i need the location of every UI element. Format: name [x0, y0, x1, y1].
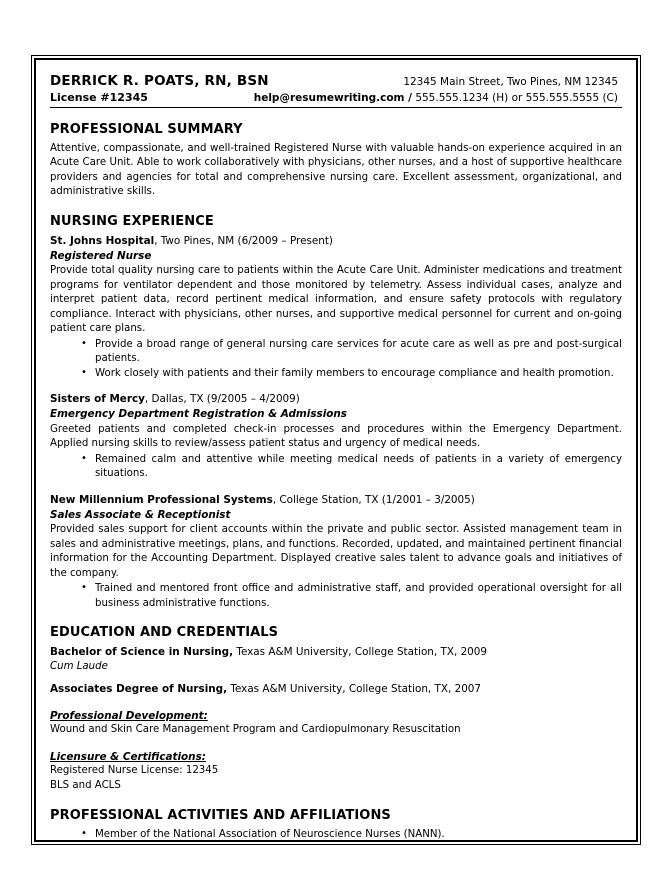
- job-title: Emergency Department Registration & Admissions: [50, 408, 347, 421]
- header-line-1: [50, 73, 622, 89]
- job-bullets: [50, 453, 622, 482]
- job-bullets: [50, 338, 622, 381]
- certifications-line: BLS and ACLS: [50, 779, 121, 791]
- licensure-line: Registered Nurse License: 12345: [50, 764, 219, 776]
- header-line-2: [50, 91, 622, 104]
- degree-name: Bachelor of Science in Nursing,: [50, 646, 234, 659]
- employer-location-dates: , Dallas, TX (9/2005 – 4/2009): [144, 393, 300, 406]
- resume-header: [50, 73, 622, 108]
- employer-line: [50, 234, 622, 249]
- degree-name: Associates Degree of Nursing,: [50, 683, 228, 696]
- section-nursing-experience: [50, 214, 622, 611]
- degree-entry: [50, 645, 622, 660]
- header-divider: [50, 107, 622, 108]
- summary-heading: PROFESSIONAL SUMMARY: [50, 122, 243, 137]
- degree-honor: Cum Laude: [50, 661, 108, 673]
- employer-location-dates: , Two Pines, NM (6/2009 – Present): [154, 234, 333, 247]
- resume-content: [36, 60, 636, 842]
- professional-development-heading: Professional Development:: [50, 710, 208, 723]
- candidate-email: help@resumewriting.com /: [253, 92, 412, 104]
- candidate-address: 12345 Main Street, Two Pines, NM 12345: [403, 76, 618, 88]
- section-professional-summary: [50, 122, 622, 200]
- activities-heading: PROFESSIONAL ACTIVITIES AND AFFILIATIONS: [50, 807, 391, 823]
- list-item: • Work closely with patients and their family members to encourage compliance and health promotion.: [50, 367, 622, 381]
- candidate-name: DERRICK R. POATS, RN, BSN: [50, 73, 269, 89]
- summary-text: Attentive, compassionate, and well-trained Registered Nurse with valuable hands-on experience acquired in an Acute Care Unit. Able to work collaboratively with physicians, other nurses, and a host of supportive healthcare providers and agencies for total and comprehensive nursing care. Excellent assessment, organizational, and administrative skills.: [50, 143, 622, 198]
- experience-entry: [50, 234, 622, 381]
- job-bullets: [50, 582, 622, 611]
- employer-name: Sisters of Mercy: [50, 393, 145, 406]
- candidate-phones: 555.555.1234 (H) or 555.555.5555 (C): [411, 92, 618, 104]
- resume-page-frame: [31, 55, 641, 845]
- section-education-credentials: [50, 625, 622, 793]
- job-description: Provide total quality nursing care to patients within the Acute Care Unit. Administer medications and treatment programs for ventilator dependent and those monitored by telemetry. Assess individual cases, analyze and interpret patient data, record pertinent medical information, and ensure safety protocols with regulatory compliance. Interact with physicians, other nurses, and supportive medical personnel for current and on-going patient care plans.: [50, 265, 622, 335]
- list-item: • Member of the National Association of Neuroscience Nurses (NANN).: [50, 828, 622, 842]
- experience-entry: [50, 392, 622, 481]
- degree-entry: [50, 682, 622, 697]
- experience-entry: [50, 493, 622, 611]
- list-item: • Provide a broad range of general nursing care services for acute care as well as pre and post-surgical patients.: [50, 338, 622, 367]
- education-heading: EDUCATION AND CREDENTIALS: [50, 625, 279, 641]
- resume-page: [34, 58, 638, 842]
- employer-name: St. Johns Hospital: [50, 234, 155, 247]
- license-number: License #12345: [50, 91, 148, 104]
- employer-line: [50, 493, 622, 508]
- employer-location-dates: , College Station, TX (1/2001 – 3/2005): [272, 493, 475, 506]
- employer-name: New Millennium Professional Systems: [50, 493, 273, 506]
- section-professional-activities: [50, 808, 622, 842]
- degree-institution: Texas A&M University, College Station, TX, 2007: [227, 683, 482, 696]
- list-item: • Remained calm and attentive while meeting medical needs of patients in a variety of emergency situations.: [50, 453, 622, 482]
- candidate-contact: [254, 92, 622, 104]
- professional-development-text: Wound and Skin Care Management Program and Cardiopulmonary Resuscitation: [50, 724, 461, 736]
- activities-bullets: [50, 828, 622, 842]
- job-title: Sales Associate & Receptionist: [50, 508, 231, 521]
- job-description: Greeted patients and completed check-in processes and procedures within the Emergency Department. Applied nursing skills to review/assess patient status and urgency of medical needs.: [50, 423, 622, 450]
- degree-institution: Texas A&M University, College Station, TX, 2009: [233, 646, 488, 659]
- experience-heading: NURSING EXPERIENCE: [50, 213, 214, 229]
- job-title: Registered Nurse: [50, 249, 152, 262]
- job-description: Provided sales support for client accounts within the private and public sector. Assisted management team in sales and administrative meetings, plans, and functions. Recorded, updated, and maintained pertinent financial information for the Accounting Department. Displayed creative sales talent to advance goals and initiatives of the company.: [50, 524, 622, 579]
- employer-line: [50, 392, 622, 407]
- list-item: • Trained and mentored front office and administrative staff, and provided operational oversight for all business administrative functions.: [50, 582, 622, 611]
- licensure-certifications-heading: Licensure & Certifications:: [50, 750, 206, 763]
